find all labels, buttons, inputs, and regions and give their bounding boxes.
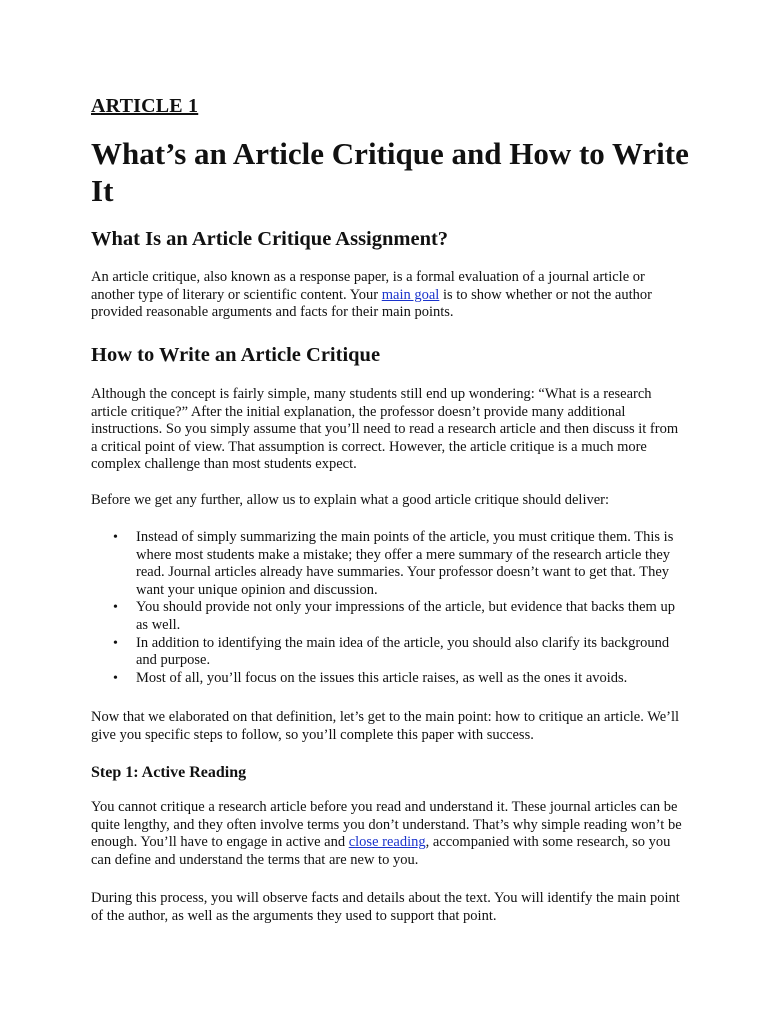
deliverables-list [91,529,683,687]
bullet-icon: • [113,635,118,651]
main-goal-link[interactable]: main goal [381,286,440,303]
bullet-icon: • [113,530,118,545]
section-heading-how-to-write: How to Write an Article Critique [91,344,381,366]
bullet-icon: • [113,670,118,686]
paragraph-definition [91,269,683,322]
list-item: • You should provide not only your impressions of the article, but evidence that backs them up as well. [113,599,675,633]
list-item: • Instead of simply summarizing the main points of the article, you must critique them. This is where most students make a mistake; they offer a mere summary of the research article they read. Journal articles already have summaries. Your professor doesn’t want to get that. They want your unique opinion and discussion. [113,529,674,598]
paragraph-observation: During this process, you will observe facts and details about the text. You will identify the main point of the author, as well as the arguments they used to support that point. [91,890,680,924]
close-reading-link[interactable]: close reading [348,834,426,851]
section-heading-assignment: What Is an Article Critique Assignment? [91,228,449,250]
step1-heading: Step 1: Active Reading [91,764,247,781]
bullet-icon: • [113,600,118,616]
paragraph-text: , accompanied with some research, so you can define and understand the terms that are new to you. [91,834,671,868]
paragraph-text: You cannot critique a research article before you read and understand it. These journal articles can be quite lengthy, and they often involve terms you don’t understand. That’s why simple reading won’t be enough. You’ll have to engage in active and [91,799,682,851]
paragraph-concept: Although the concept is fairly simple, many students still end up wondering: “What is a research article critique?” After the initial explanation, the professor doesn’t provide many additional instructions. So you simply assume that you’ll need to read a research article and then discuss it from a critical point of view. That assumption is correct. However, the article critique is a much more complex challenge than most students expect. [91,386,679,473]
article-label: ARTICLE 1 [91,95,199,117]
paragraph-active-reading [91,799,683,869]
paragraph-intro-list: Before we get any further, allow us to explain what a good article critique should deliver: [91,492,610,508]
paragraph-text: An article critique, also known as a response paper, is a formal evaluation of a journal article or another type of literary or scientific content. Your [91,269,645,303]
list-item: • In addition to identifying the main idea of the article, you should also clarify its background and purpose. [113,634,670,669]
paragraph-text: is to show whether or not the author provided reasonable arguments and facts for their main points. [91,286,652,321]
list-item: • Most of all, you’ll focus on the issues this article raises, as well as the ones it avoids. [113,669,628,686]
article-title: What’s an Article Critique and How to Write It [91,136,689,208]
paragraph-transition: Now that we elaborated on that definition, let’s get to the main point: how to critique an article. We’ll give you specific steps to follow, so you’ll complete this paper with success. [91,709,680,743]
